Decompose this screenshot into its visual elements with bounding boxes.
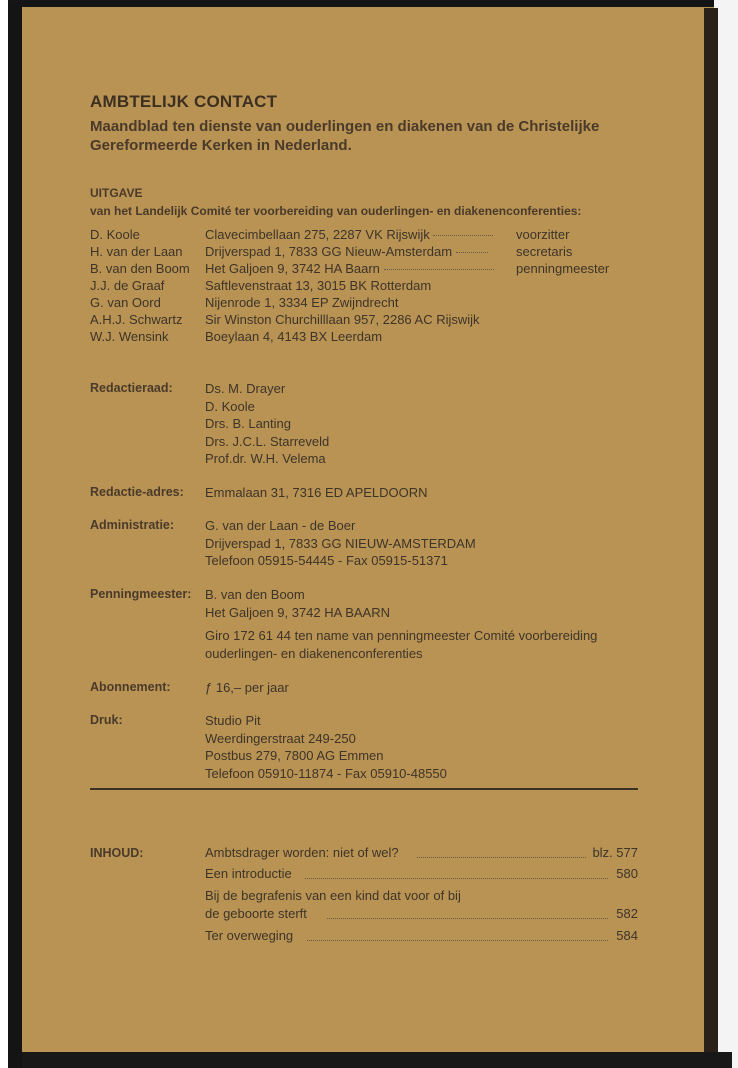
- abonnement-value: ƒ 16,– per jaar: [205, 680, 289, 695]
- member-function: penningmeester: [516, 261, 610, 276]
- redactieraad-member: Drs. J.C.L. Starreveld: [205, 433, 330, 449]
- member-name: D. Koole: [90, 227, 140, 242]
- toc-item-title-line2: de geboorte sterft: [205, 906, 307, 921]
- member-address: Nijenrode 1, 3334 EP Zwijndrecht: [205, 295, 399, 310]
- toc-leader: [417, 857, 586, 858]
- member-address: Het Galjoen 9, 3742 HA Baarn: [205, 261, 494, 276]
- scan-edge-bottom: [22, 1052, 732, 1068]
- comite-row: [90, 244, 650, 261]
- administratie-line: Telefoon 05915-54445 - Fax 05915-51371: [205, 553, 448, 568]
- uitgave-description: van het Landelijk Comité ter voorbereiding van ouderlingen- en diakenenconferenties:: [90, 204, 582, 218]
- administratie-line: Drijverspad 1, 7833 GG NIEUW-AMSTERDAM: [205, 535, 476, 551]
- comite-row: [90, 329, 650, 346]
- redactie-adres-value: Emmalaan 31, 7316 ED APELDOORN: [205, 485, 428, 500]
- member-name: J.J. de Graaf: [90, 278, 165, 293]
- page-title: AMBTELIJK CONTACT: [90, 92, 278, 111]
- toc-item-page: blz. 577: [592, 845, 638, 860]
- toc-item[interactable]: [205, 888, 638, 924]
- inhoud-label: INHOUD:: [90, 846, 144, 860]
- scan-edge-left: [8, 2, 22, 1068]
- toc-item-page: 584: [616, 928, 638, 943]
- druk-value: [205, 712, 447, 782]
- redactieraad-member: Prof.dr. W.H. Velema: [205, 451, 326, 466]
- redactieraad-member: Ds. M. Drayer: [205, 381, 286, 396]
- redactieraad-member: D. Koole: [205, 398, 255, 414]
- member-address: Saftlevenstraat 13, 3015 BK Rotterdam: [205, 278, 432, 293]
- scan-shadow-right: [704, 8, 718, 1056]
- penningmeester-line: B. van den Boom: [205, 587, 305, 602]
- member-name: W.J. Wensink: [90, 329, 169, 344]
- member-name: G. van Oord: [90, 295, 161, 310]
- redactieraad-member: Drs. B. Lanting: [205, 416, 291, 431]
- toc-item-title: Bij de begrafenis van een kind dat voor of bij: [205, 888, 461, 903]
- member-function: voorzitter: [516, 227, 570, 242]
- redactieraad-members: [205, 380, 329, 468]
- penningmeester-line: Het Galjoen 9, 3742 HA BAARN: [205, 604, 390, 620]
- toc-item[interactable]: [205, 928, 638, 946]
- toc-item[interactable]: [205, 845, 638, 863]
- comite-row: [90, 227, 650, 244]
- toc-item[interactable]: [205, 866, 638, 884]
- uitgave-label: UITGAVE: [90, 186, 143, 200]
- comite-row: [90, 295, 650, 312]
- druk-line: Studio Pit: [205, 713, 261, 728]
- redactie-adres-label: Redactie-adres:: [90, 485, 184, 499]
- druk-line: Telefoon 05910-11874 - Fax 05910-48550: [205, 765, 447, 781]
- member-address: Sir Winston Churchilllaan 957, 2286 AC Rijswijk: [205, 312, 480, 327]
- penningmeester-value: [205, 586, 390, 621]
- toc-leader: [307, 940, 608, 941]
- toc-leader: [305, 878, 608, 879]
- member-function: secretaris: [516, 244, 573, 259]
- administratie-value: [205, 517, 476, 570]
- page-subtitle: Maandblad ten dienste van ouderlingen en diakenen van de Christelijke Gereformeerde Kerken in Nederland.: [90, 118, 600, 154]
- toc-item-page: 580: [616, 866, 638, 881]
- toc-item-title: Een introductie: [205, 866, 292, 881]
- toc-leader: [327, 918, 608, 919]
- druk-line: Weerdingerstraat 249-250: [205, 730, 356, 746]
- druk-line: Postbus 279, 7800 AG Emmen: [205, 748, 384, 763]
- abonnement-label: Abonnement:: [90, 680, 171, 694]
- penningmeester-label: Penningmeester:: [90, 587, 192, 601]
- toc-item-page: 582: [616, 906, 638, 921]
- giro-line: Giro 172 61 44 ten name van penningmeester Comité voorbereiding: [205, 628, 598, 643]
- member-address: Clavecimbellaan 275, 2287 VK Rijswijk: [205, 227, 493, 242]
- comite-row: [90, 278, 650, 295]
- toc-item-title: Ter overweging: [205, 928, 294, 943]
- toc-item-title: Ambtsdrager worden: niet of wel?: [205, 845, 399, 860]
- member-name: B. van den Boom: [90, 261, 190, 276]
- member-address: Drijverspad 1, 7833 GG Nieuw-Amsterdam: [205, 244, 488, 259]
- redactieraad-label: Redactieraad:: [90, 381, 173, 395]
- comite-row: [90, 312, 650, 329]
- member-name: H. van der Laan: [90, 244, 183, 259]
- administratie-label: Administratie:: [90, 518, 175, 532]
- member-name: A.H.J. Schwartz: [90, 312, 183, 327]
- administratie-line: G. van der Laan - de Boer: [205, 518, 356, 533]
- comite-row: [90, 261, 650, 278]
- druk-label: Druk:: [90, 713, 123, 727]
- penningmeester-giro: [205, 627, 597, 662]
- divider-rule: [90, 788, 638, 790]
- member-address: Boeylaan 4, 4143 BX Leerdam: [205, 329, 383, 344]
- giro-line: ouderlingen- en diakenenconferenties: [205, 645, 423, 661]
